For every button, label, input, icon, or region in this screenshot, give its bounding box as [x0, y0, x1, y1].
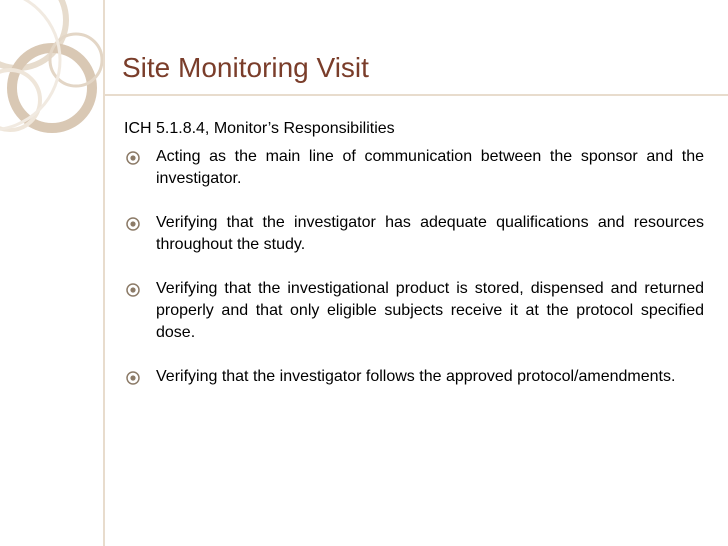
- bullet-text: Verifying that the investigational product is stored, dispensed and returned properly and that only eligible subjects receive it at the protocol specified dose.: [156, 280, 704, 341]
- target-bullet-icon: [126, 278, 156, 304]
- slide-subtitle: ICH 5.1.8.4, Monitor’s Responsibilities: [124, 120, 395, 137]
- list-item: [126, 146, 704, 190]
- list-item: [126, 278, 704, 344]
- bullet-text: Verifying that the investigator has adequate qualifications and resources throughout the study.: [156, 214, 704, 253]
- bullet-text: Verifying that the investigator follows the approved protocol/amendments.: [156, 368, 676, 385]
- list-item: [126, 366, 704, 392]
- bullet-text: Acting as the main line of communication between the sponsor and the investigator.: [156, 148, 704, 187]
- list-item: [126, 212, 704, 256]
- bullet-list: [126, 146, 704, 414]
- title-divider: [104, 94, 728, 96]
- decorative-rings: [0, 0, 112, 546]
- target-bullet-icon: [126, 366, 156, 392]
- target-bullet-icon: [126, 146, 156, 172]
- target-bullet-icon: [126, 212, 156, 238]
- slide-title: Site Monitoring Visit: [122, 52, 369, 83]
